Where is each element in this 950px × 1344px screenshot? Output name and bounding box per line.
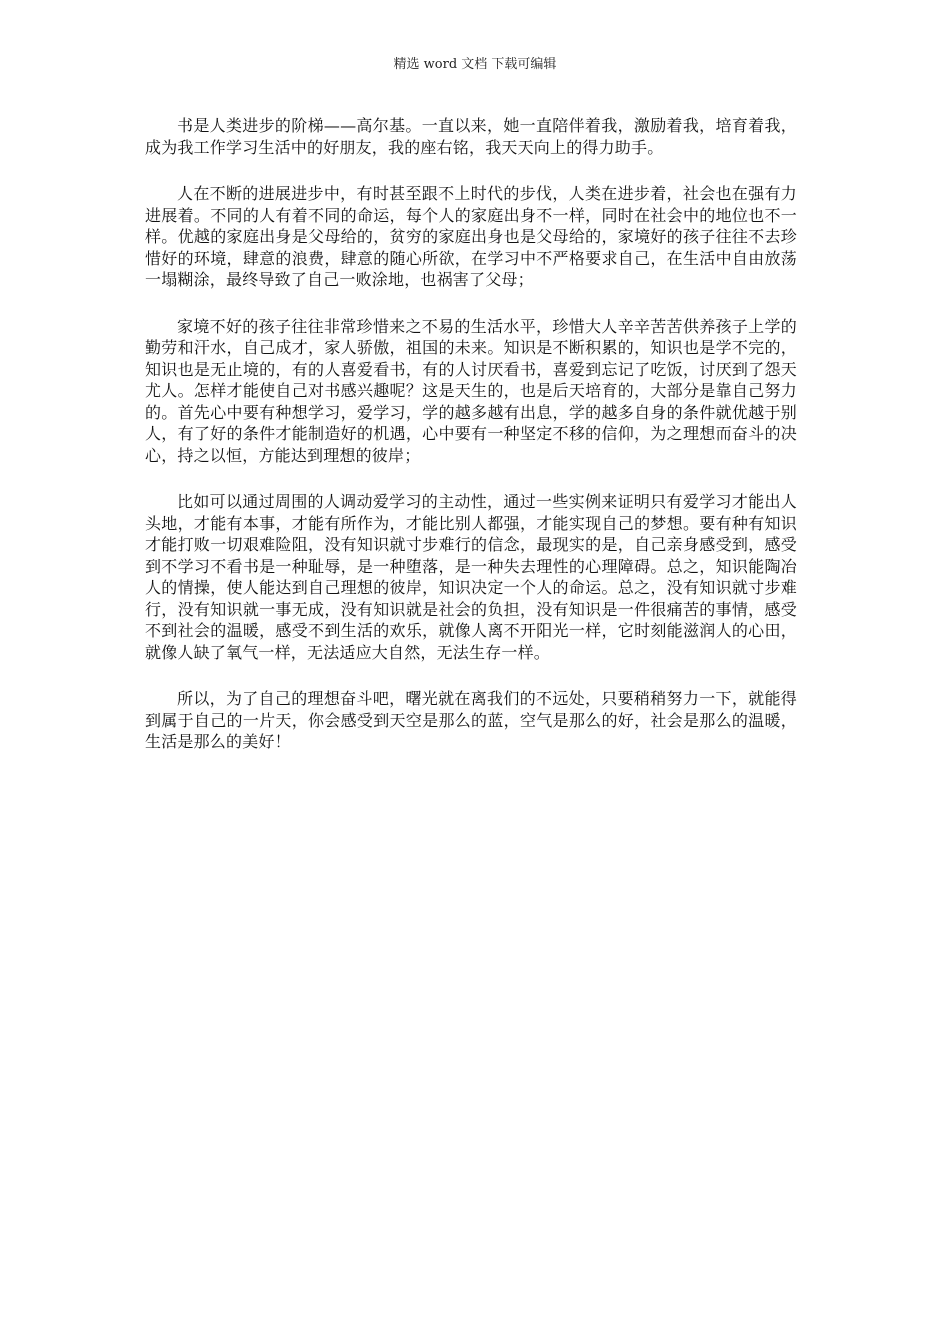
paragraph-3: 家境不好的孩子往往非常珍惜来之不易的生活水平，珍惜大人辛辛苦苦供养孩子上学的勤劳和汗水，自己成才，家人骄傲，祖国的未来。知识是不断积累的，知识也是学不完的，知识也是无止境的，有的人喜爱看书，有的人讨厌看书，喜爱到忘记了吃饭，讨厌到了怨天尤人。怎样才能使自己对书感兴趣呢？这是天生的，也是后天培育的，大部分是靠自己努力的。首先心中要有种想学习，爱学习，学的越多越有出息，学的越多自身的条件就优越于别人，有了好的条件才能制造好的机遇，心中要有一种坚定不移的信仰，为之理想而奋斗的决心，持之以恒，方能达到理想的彼岸； [145,316,797,465]
paragraph-1: 书是人类进步的阶梯——高尔基。一直以来，她一直陪伴着我，激励着我，培育着我，成为我工作学习生活中的好朋友，我的座右铭，我天天向上的得力助手。 [145,116,797,157]
document-body [145,115,797,753]
paragraph-2: 人在不断的进展进步中，有时甚至跟不上时代的步伐，人类在进步着，社会也在强有力进展着。不同的人有着不同的命运，每个人的家庭出身不一样，同时在社会中的地位也不一样。优越的家庭出身是父母给的，贫穷的家庭出身也是父母给的，家境好的孩子往往不去珍惜好的环境，肆意的浪费，肆意的随心所欲，在学习中不严格要求自己，在生活中自由放荡一塌糊涂，最终导致了自己一败涂地，也祸害了父母； [145,184,797,289]
paragraph-5: 所以，为了自己的理想奋斗吧，曙光就在离我们的不远处，只要稍稍努力一下，就能得到属于自己的一片天，你会感受到天空是那么的蓝，空气是那么的好，社会是那么的温暖，生活是那么的美好！ [145,689,797,751]
page-header: 精选 word 文档 下载可编辑 [393,57,557,72]
paragraph-4: 比如可以通过周围的人调动爱学习的主动性，通过一些实例来证明只有爱学习才能出人头地，才能有本事，才能有所作为，才能比别人都强，才能实现自己的梦想。要有种有知识才能打败一切艰难险阻，没有知识就寸步难行的信念，最现实的是，自己亲身感受到，感受到不学习不看书是一种耻辱，是一种堕落，是一种失去理性的心理障碍。总之，知识能陶冶人的情操，使人能达到自己理想的彼岸，知识决定一个人的命运。总之，没有知识就寸步难行，没有知识就一事无成，没有知识就是社会的负担，没有知识是一件很痛苦的事情，感受不到社会的温暖，感受不到生活的欢乐，就像人离不开阳光一样，它时刻能滋润人的心田，就像人缺了氧气一样，无法适应大自然，无法生存一样。 [145,492,797,662]
